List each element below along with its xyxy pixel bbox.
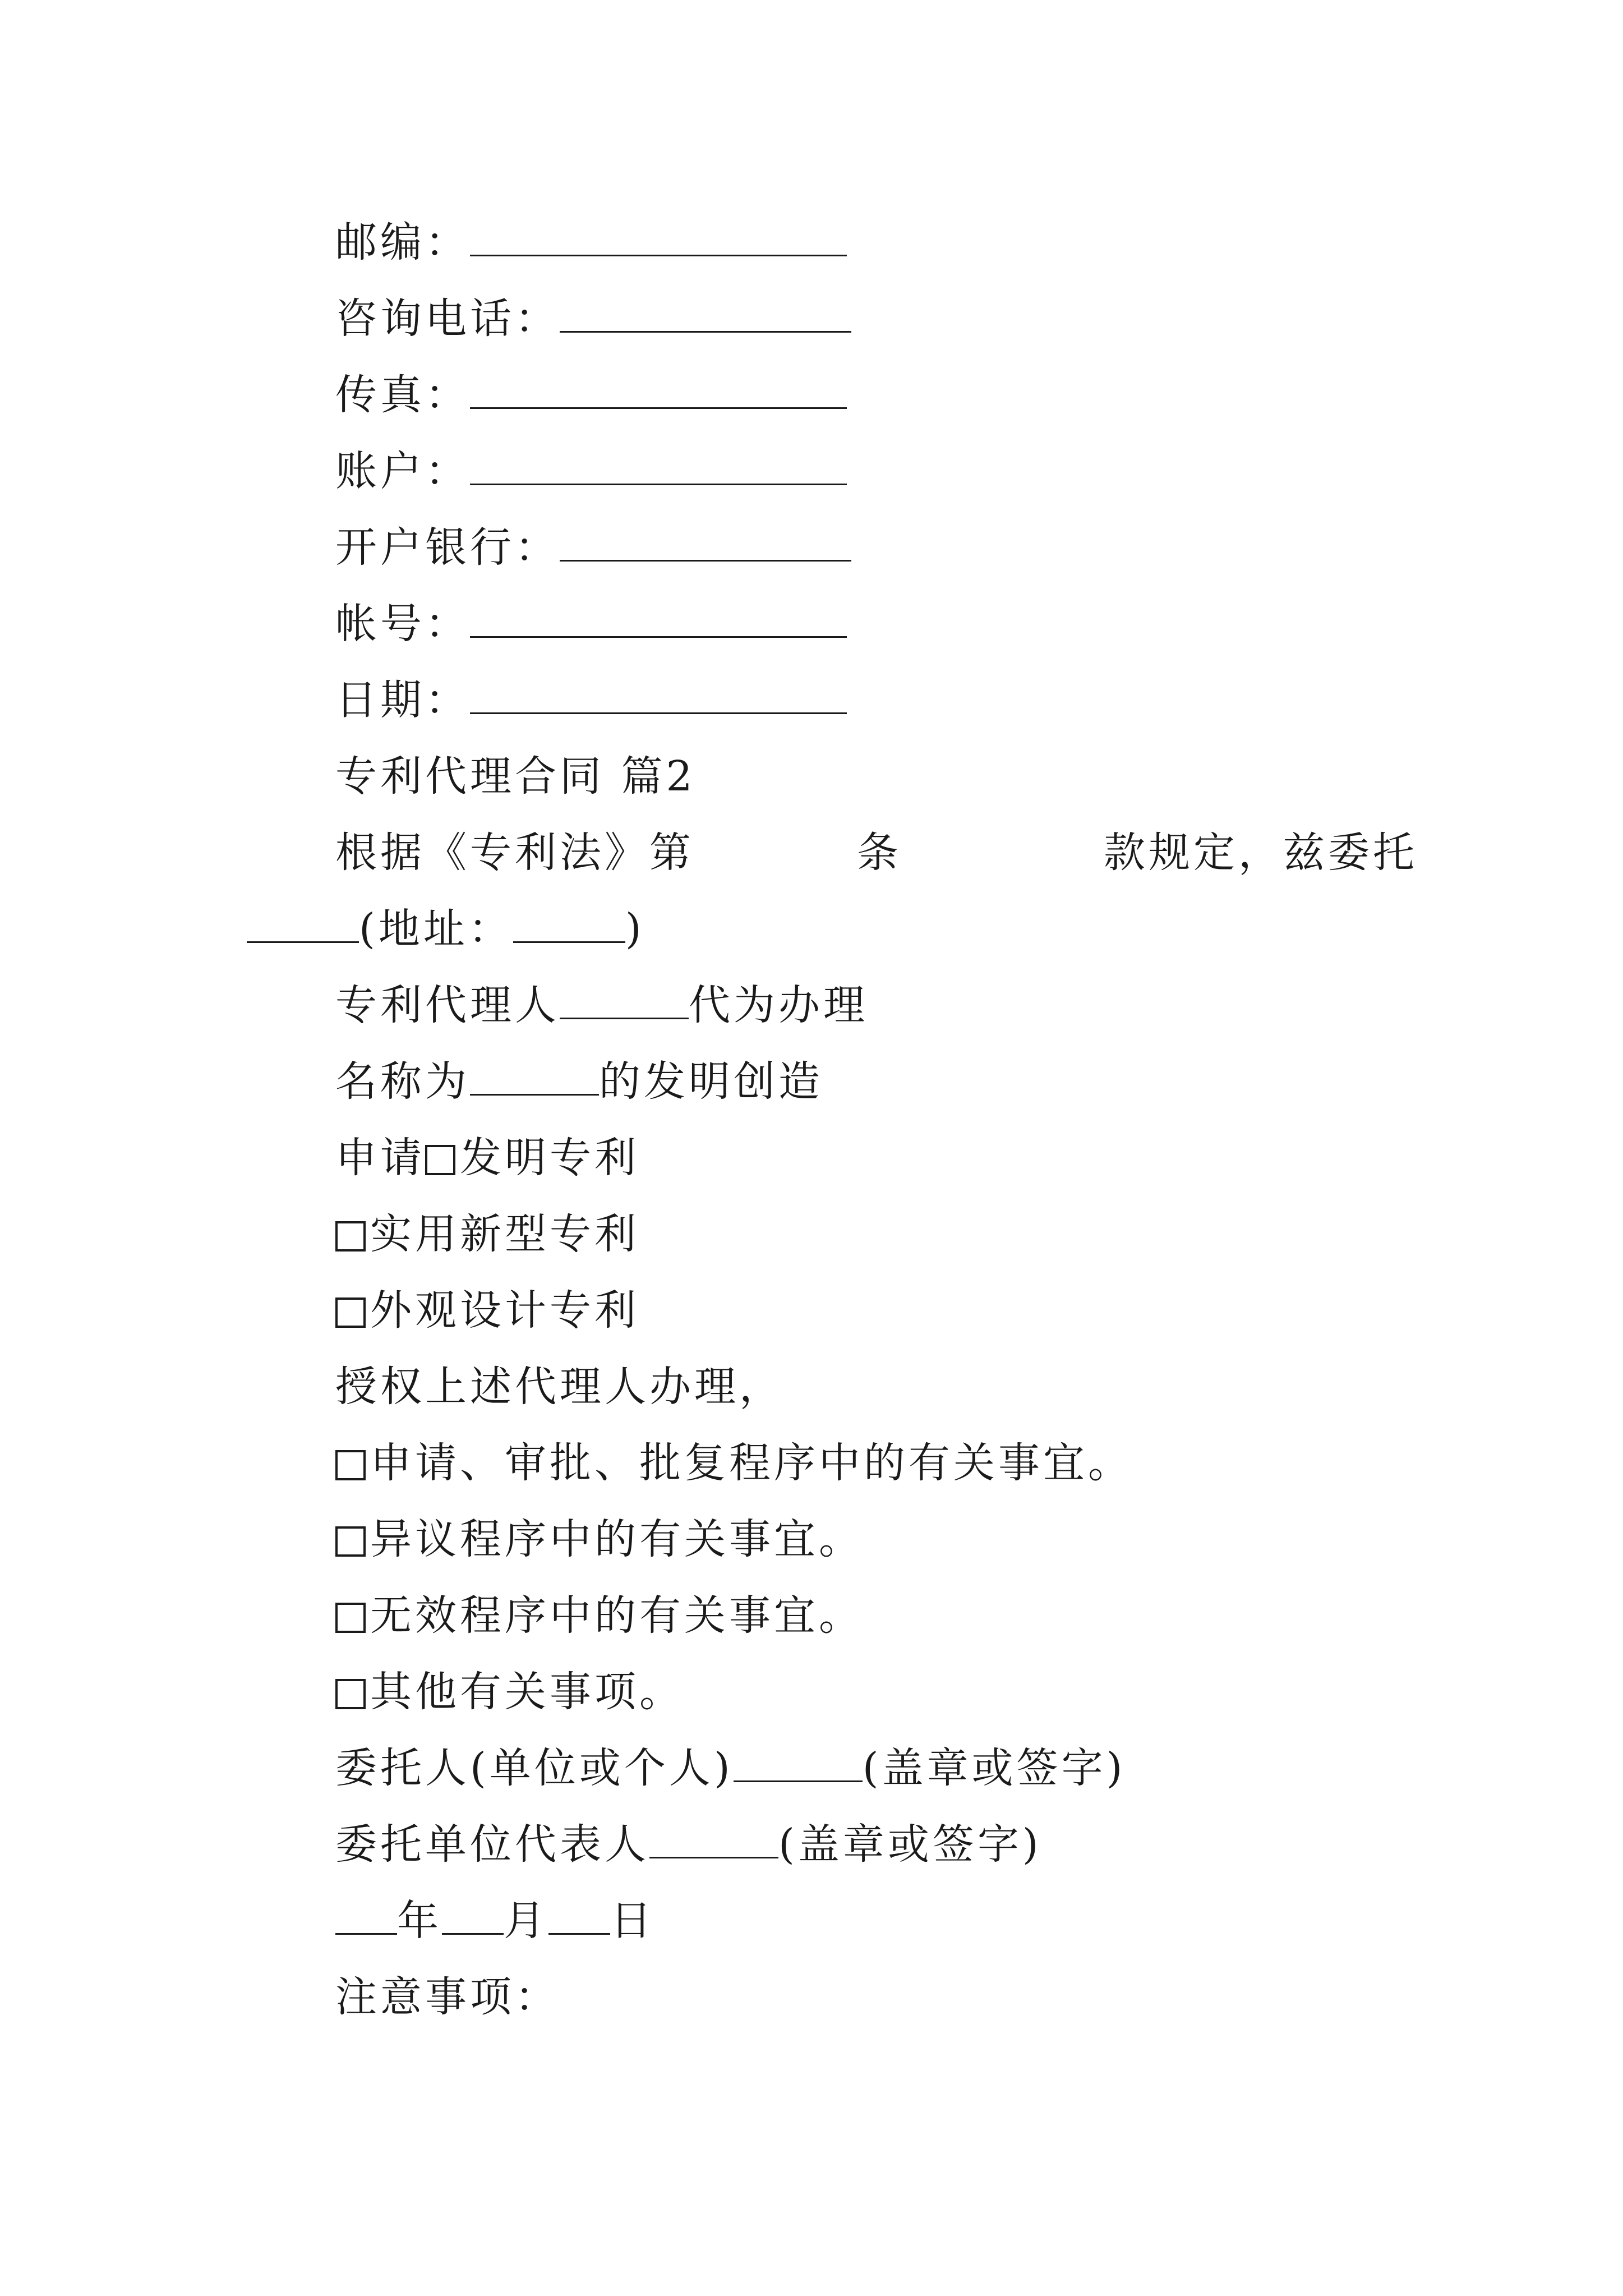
account-number-blank[interactable] [470, 602, 847, 638]
month-blank[interactable] [442, 1899, 504, 1935]
phone-blank[interactable] [560, 297, 851, 333]
name-before: 名称为 [335, 1057, 470, 1106]
matter-checkbox[interactable] [335, 1450, 366, 1480]
patent-type-invention [335, 1131, 639, 1185]
patent-type-design [335, 1283, 639, 1337]
name-after: 的发明创造 [599, 1057, 823, 1106]
matter-checkbox[interactable] [335, 1526, 366, 1557]
agent-before: 专利代理人 [335, 981, 560, 1029]
year-blank[interactable] [335, 1899, 397, 1935]
apply-prefix: 申请 [335, 1134, 425, 1182]
postcode-row [335, 215, 847, 269]
bank-row [335, 521, 851, 574]
fax-label: 传真： [335, 371, 470, 419]
intro-part3: 款规定，兹委托 [1104, 829, 1418, 877]
agent-blank[interactable] [560, 984, 689, 1019]
principal-line [335, 1741, 1126, 1795]
section-title: 专利代理合同 篇2 [335, 752, 696, 800]
principal-name-blank[interactable] [247, 908, 359, 943]
bank-blank[interactable] [560, 526, 851, 562]
principal-signature-blank[interactable] [734, 1747, 863, 1782]
month-label: 月 [504, 1897, 548, 1945]
day-blank[interactable] [548, 1899, 610, 1935]
intro-part2: 条 [857, 829, 902, 877]
date-row [335, 673, 847, 727]
principal-before: 委托人(单位或个人) [335, 1744, 734, 1792]
account-row [335, 444, 847, 498]
address-open: (地址： [359, 905, 513, 953]
notes-title: 注意事项： [335, 1973, 560, 2021]
account-label: 账户： [335, 447, 470, 495]
matter-label: 其他有关事项。 [370, 1668, 684, 1716]
intro-part1: 根据《专利法》第 [335, 829, 694, 877]
agent-line [335, 978, 868, 1032]
postcode-blank[interactable] [470, 221, 847, 256]
name-line [335, 1055, 823, 1108]
postcode-label: 邮编： [335, 218, 470, 266]
matter-item [335, 1512, 864, 1566]
fax-row [335, 368, 847, 422]
matter-item [335, 1436, 1133, 1490]
representative-before: 委托单位代表人 [335, 1820, 649, 1869]
representative-signature-blank[interactable] [649, 1823, 778, 1858]
fax-blank[interactable] [470, 374, 847, 409]
date-label: 日期： [335, 676, 470, 724]
address-close: ) [625, 905, 645, 953]
matter-item [335, 1589, 864, 1642]
matter-label: 无效程序中的有关事宜。 [370, 1591, 864, 1640]
account-number-row [335, 597, 847, 651]
date-line [335, 1894, 655, 1948]
design-checkbox[interactable] [335, 1297, 366, 1328]
authorize-text: 授权上述代理人办理， [335, 1363, 784, 1411]
utility-label: 实用新型专利 [370, 1210, 639, 1258]
matter-checkbox[interactable] [335, 1679, 366, 1709]
invention-label: 发明专利 [460, 1134, 639, 1182]
matter-checkbox[interactable] [335, 1603, 366, 1633]
intro-line [335, 826, 1418, 880]
day-label: 日 [610, 1897, 655, 1945]
phone-row [335, 292, 851, 346]
agent-after: 代为办理 [689, 981, 868, 1029]
matter-label: 申请、审批、批复程序中的有关事宜。 [370, 1439, 1133, 1487]
matter-item [335, 1665, 684, 1719]
name-blank[interactable] [470, 1060, 599, 1096]
account-number-label: 帐号： [335, 600, 470, 648]
patent-type-utility [335, 1207, 639, 1261]
representative-after: (盖章或签字) [778, 1820, 1042, 1869]
date-blank[interactable] [470, 679, 847, 714]
account-blank[interactable] [470, 450, 847, 485]
address-blank[interactable] [513, 908, 625, 943]
address-line [247, 902, 645, 956]
principal-after: (盖章或签字) [862, 1744, 1126, 1792]
utility-checkbox[interactable] [335, 1221, 366, 1251]
matter-label: 异议程序中的有关事宜。 [370, 1515, 864, 1563]
invention-checkbox[interactable] [425, 1145, 455, 1175]
year-label: 年 [397, 1897, 442, 1945]
bank-label: 开户银行： [335, 523, 560, 572]
phone-label: 咨询电话： [335, 295, 560, 343]
representative-line [335, 1818, 1042, 1871]
design-label: 外观设计专利 [370, 1286, 639, 1335]
